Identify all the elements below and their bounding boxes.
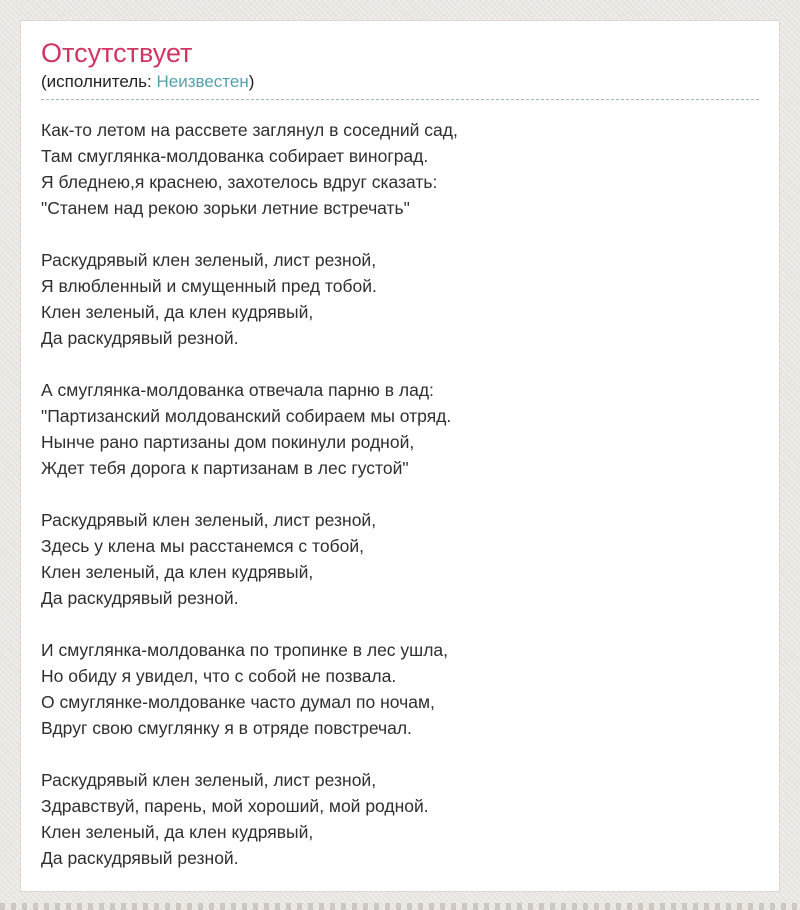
lyric-line: Здравствуй, парень, мой хороший, мой родной.: [41, 796, 429, 816]
lyric-line: О смуглянке-молдованке часто думал по ночам,: [41, 692, 435, 712]
lyric-line: Да раскудрявый резной.: [41, 328, 239, 348]
lyric-line: А смуглянка-молдованка отвечала парню в лад:: [41, 380, 434, 400]
lyric-line: Клен зеленый, да клен кудрявый,: [41, 822, 314, 842]
lyrics-card: [20, 20, 780, 892]
stanza: [41, 117, 759, 221]
song-title: Отсутствует: [41, 38, 193, 68]
lyric-line: Здесь у клена мы расстанемся с тобой,: [41, 536, 364, 556]
artist-line-close: ): [248, 72, 255, 91]
lyric-line: Клен зеленый, да клен кудрявый,: [41, 302, 314, 322]
lyrics-text: [41, 117, 759, 871]
lyric-line: Раскудрявый клен зеленый, лист резной,: [41, 510, 377, 530]
lyric-line: Да раскудрявый резной.: [41, 588, 239, 608]
artist-link[interactable]: Неизвестен: [156, 72, 249, 91]
lyric-line: Ждет тебя дорога к партизанам в лес густой": [41, 458, 409, 478]
lyric-line: Как-то летом на рассвете заглянул в соседний сад,: [41, 120, 458, 140]
lyric-line: Вдруг свою смуглянку я в отряде повстречал.: [41, 718, 412, 738]
artist-label: (исполнитель:: [41, 72, 157, 91]
lyric-line: Там смуглянка-молдованка собирает виноград.: [41, 146, 429, 166]
lyric-line: Раскудрявый клен зеленый, лист резной,: [41, 770, 377, 790]
lyric-line: Раскудрявый клен зеленый, лист резной,: [41, 250, 377, 270]
stanza: [41, 507, 759, 611]
stanza: [41, 767, 759, 871]
stanza: [41, 377, 759, 481]
lyric-line: "Партизанский молдованский собираем мы отряд.: [41, 406, 452, 426]
lyric-line: Клен зеленый, да клен кудрявый,: [41, 562, 314, 582]
lyric-line: "Станем над рекою зорьки летние встречать": [41, 198, 410, 218]
page-bottom-texture: [0, 903, 800, 910]
lyric-line: Я влюбленный и смущенный пред тобой.: [41, 276, 377, 296]
lyric-line: Да раскудрявый резной.: [41, 848, 239, 868]
lyric-line: Нынче рано партизаны дом покинули родной,: [41, 432, 415, 452]
artist-line: [41, 71, 759, 100]
stanza: [41, 637, 759, 741]
stanza: [41, 247, 759, 351]
lyric-line: Я бледнею,я краснею, захотелось вдруг сказать:: [41, 172, 438, 192]
lyric-line: Но обиду я увидел, что с собой не позвала.: [41, 666, 397, 686]
lyric-line: И смуглянка-молдованка по тропинке в лес ушла,: [41, 640, 449, 660]
